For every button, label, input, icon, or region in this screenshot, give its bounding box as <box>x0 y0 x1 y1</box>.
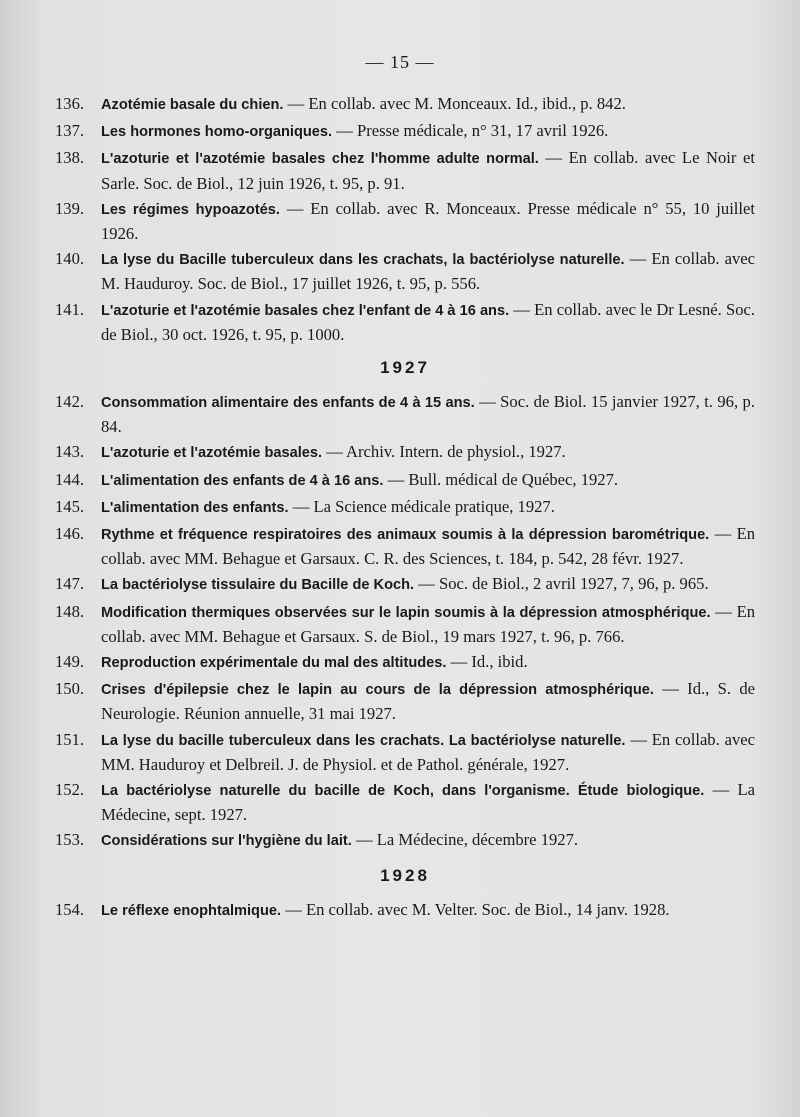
entry-number: 142. <box>55 392 85 412</box>
entry-citation: — Soc. de Biol. 15 janvier 1927, t. 96, p. 84. <box>101 392 755 437</box>
bibliography-entry <box>55 650 755 675</box>
entry-number: 146. <box>55 524 85 544</box>
entry-body <box>101 728 755 776</box>
bibliography-entry <box>55 390 755 438</box>
entry-title: Modification thermiques observées sur le lapin soumis à la dépression atmosphérique. <box>101 604 711 621</box>
entry-citation: — Presse médicale, n° 31, 17 avril 1926. <box>332 121 609 141</box>
entry-number: 151. <box>55 729 85 749</box>
bibliography-entry <box>55 247 755 295</box>
entry-citation: — La Science médicale pratique, 1927. <box>288 496 555 516</box>
year-heading: 1928 <box>380 865 430 885</box>
entry-body <box>101 146 755 194</box>
entry-citation: — En collab. avec MM. Hauduroy et Delbreil. J. de Physiol. et de Pathol. générale, 1927. <box>101 729 755 774</box>
entry-number: 140. <box>55 249 85 269</box>
entry-body <box>101 390 755 438</box>
entry-citation: — En collab. avec M. Monceaux. Id., ibid., p. 842. <box>283 94 626 113</box>
entry-title: La bactériolyse naturelle du bacille de Koch, dans l'organisme. Étude biologique. <box>101 783 705 800</box>
entry-number: 138. <box>55 148 85 168</box>
entry-citation: — En collab. avec R. Monceaux. Presse médicale n° 55, 10 juillet 1926. <box>101 198 755 244</box>
entry-body <box>101 778 755 826</box>
bibliography-entry <box>55 146 755 194</box>
entry-title: Les hormones homo-organiques. <box>101 124 333 141</box>
entry-citation: — En collab. avec MM. Behague et Garsaux. C. R. des Sciences, t. 184, p. 542, 28 févr. 1927. <box>101 524 755 569</box>
entry-title: Rythme et fréquence respiratoires des animaux soumis à la dépression barométrique. <box>101 527 710 544</box>
entry-citation: — Id., ibid. <box>446 652 528 672</box>
entry-body <box>101 495 755 520</box>
entry-body <box>101 468 755 493</box>
year-heading: 1927 <box>380 358 430 378</box>
page-number: — 15 — <box>365 52 435 72</box>
entry-body <box>101 650 755 675</box>
entry-body <box>101 119 755 144</box>
entry-citation: — Archiv. Intern. de physiol., 1927. <box>322 442 566 462</box>
entry-title: Crises d'épilepsie chez le lapin au cours de la dépression atmosphérique. <box>101 682 654 699</box>
entry-title: L'azoturie et l'azotémie basales chez l'homme adulte normal. <box>101 151 539 168</box>
entry-body <box>101 522 755 570</box>
entry-title: Consommation alimentaire des enfants de 4 à 15 ans. <box>101 395 475 412</box>
entry-citation: — En collab. avec M. Hauduroy. Soc. de Biol., 17 juillet 1926, t. 95, p. 556. <box>101 249 755 294</box>
entry-title: Azotémie basale du chien. <box>101 97 284 113</box>
entry-body <box>101 197 755 245</box>
entry-citation: — En collab. avec le Dr Lesné. Soc. de Biol., 30 oct. 1926, t. 95, p. 1000. <box>101 299 755 344</box>
entry-body <box>101 677 755 725</box>
bibliography-entry <box>55 298 755 346</box>
bibliography-entry <box>55 522 755 570</box>
entry-title: L'azoturie et l'azotémie basales. <box>101 445 323 462</box>
entry-body <box>101 828 755 853</box>
bibliography-entry <box>55 440 755 465</box>
entry-citation: — Soc. de Biol., 2 avril 1927, 7, 96, p. 965. <box>414 574 709 594</box>
bibliography-entry <box>55 468 755 493</box>
bibliography-entry <box>55 600 755 648</box>
entry-title: La lyse du Bacille tuberculeux dans les crachats, la bactériolyse naturelle. <box>101 252 625 269</box>
entry-number: 147. <box>55 574 85 594</box>
entry-number: 141. <box>55 299 85 319</box>
bibliography-entry <box>55 119 755 144</box>
entry-title: L'alimentation des enfants. <box>101 499 289 516</box>
entry-number: 150. <box>55 679 85 699</box>
entry-title: La bactériolyse tissulaire du Bacille de Koch. <box>101 577 415 594</box>
entry-number: 148. <box>55 601 85 621</box>
entry-number: 136. <box>55 94 85 113</box>
entry-citation: — En collab. avec MM. Behague et Garsaux. S. de Biol., 19 mars 1927, t. 96, p. 766. <box>101 601 755 646</box>
bibliography-entry <box>55 828 755 853</box>
bibliography-entry <box>55 677 755 725</box>
entry-title: L'azoturie et l'azotémie basales chez l'enfant de 4 à 16 ans. <box>101 302 510 319</box>
entry-body <box>101 298 755 346</box>
entry-number: 154. <box>55 899 85 919</box>
entry-number: 152. <box>55 780 85 800</box>
entry-body <box>101 92 755 117</box>
bibliography-entry <box>55 728 755 776</box>
entry-citation: — La Médecine, décembre 1927. <box>351 830 579 850</box>
entry-number: 144. <box>55 469 85 489</box>
bibliography-entry <box>55 92 755 117</box>
entry-number: 149. <box>55 652 85 672</box>
entry-citation: — Id., S. de Neurologie. Réunion annuelle, 31 mai 1927. <box>101 679 755 724</box>
entry-number: 153. <box>55 830 85 850</box>
entry-number: 137. <box>55 121 85 141</box>
bibliography-entry <box>55 495 755 520</box>
bibliography-entry <box>55 778 755 826</box>
entry-body <box>101 898 755 923</box>
entry-body <box>101 247 755 295</box>
entry-title: Reproduction expérimentale du mal des altitudes. <box>101 655 447 672</box>
entry-number: 139. <box>55 198 85 218</box>
bibliography-entry <box>55 898 755 923</box>
entry-title: La lyse du bacille tuberculeux dans les crachats. La bactériolyse naturelle. <box>101 732 626 749</box>
entry-body <box>101 572 755 597</box>
entry-title: Les régimes hypoazotés. <box>101 201 280 218</box>
entry-number: 143. <box>55 442 85 462</box>
entry-citation: — En collab. avec Le Noir et Sarle. Soc. de Biol., 12 juin 1926, t. 95, p. 91. <box>101 148 756 193</box>
entry-number: 145. <box>55 496 85 516</box>
entry-citation: — La Médecine, sept. 1927. <box>101 780 755 825</box>
bibliography-entry <box>55 197 755 245</box>
bibliography-entry <box>55 572 755 597</box>
entry-citation: — En collab. avec M. Velter. Soc. de Biol., 14 janv. 1928. <box>281 899 670 919</box>
entry-title: Le réflexe enophtalmique. <box>101 902 282 919</box>
entry-title: L'alimentation des enfants de 4 à 16 ans. <box>101 472 384 489</box>
entry-citation: — Bull. médical de Québec, 1927. <box>383 469 619 489</box>
entry-title: Considérations sur l'hygiène du lait. <box>101 833 352 850</box>
entry-body <box>101 440 755 465</box>
bibliography-list <box>55 92 755 925</box>
entry-body <box>101 600 755 648</box>
